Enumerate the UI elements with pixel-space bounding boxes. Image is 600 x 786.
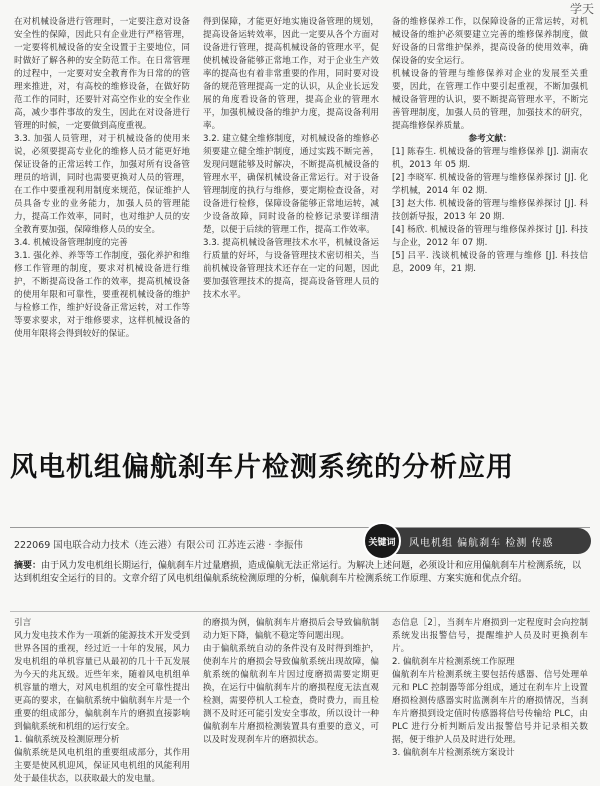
article-title: 风电机组偏航刹车片检测系统的分析应用 [10, 452, 514, 483]
keywords-list: 风电机组 偏航刹车 检测 传感 [409, 537, 554, 549]
body-column-2: 的磨损为例，偏航刹车片磨损后会导致偏航制动力矩下降，偏航不稳定等问题出现。 由于偏航系统自动的条件没有及时得到维护，使刹车片的磨损会导致偏航系统出现故障，偏航系统的偏航刹车片因过度磨损需要定期更换，在运行中偏航刹车片的磨损程度无法直观检测，需要停机人工检查，费时费力，而且检测不及时还可能引发安全事故，所以设计一种偏航刹车片磨损检测装置具有重要的意义，可以及时发现刹车片的磨损状态。 [203, 618, 379, 745]
reference-item: [4] 杨欣. 机械设备的管理与维修保养探讨 [J]. 科技与企业，2012 年 07 期. [392, 225, 588, 248]
abstract-text: 由于风力发电机组长期运行，偏航刹车片过量磨损，造成偏航无法正常运行。为解决上述问题，必须设计和应用偏航刹车片检测系统，以达到机组安全运行的目的。文章介绍了风电机组偏航系统检测原理的分析，偏航刹车片检测系统工作原理、方案实施和优点介绍。 [14, 561, 582, 584]
author-line: 222069 国电联合动力技术（连云港）有限公司 江苏连云港 · 李振伟 [14, 540, 303, 551]
top-column-1: 在对机械设备进行管理时，一定要注意对设备安全性的保障，因此只有企业进行严格管理，一定要将机械设备的安全设置于主要地位，同时做好了解各种的安全防范工作。在日常管理的过程中，一定要对安全教育作为日常的的管理来推进，对，有高校的维修设备，在做好防范工作的同时，还要针对高空作业的安全作业高，减少事件事故的发生，因此在对设备进行管理的时候，一定要做到高度重视。 3.3. 加强人员管理，对于机械设备的使用来说，必须要提高专业化的维修人员才能更好地保证设备的正常运转工作，加强对所有设备管理员的培训，同时也需要更换对人员的管理，在工作中要重视利用制度来规范，保证维护人员具备专业的业务能力，加强人员的管理能力，提高工作效率，同时，也对维护人员的安全教育要加强，保障维修人员的安全。 3.4. 机械设备管理制度的完善 3.1. 强化养、养等等工作制度，强化养护和维修工作管理的制度，要求对机械设备进行维护，不断提高设备工作的效率，提高机械设备的使用年限和可靠性，要重视机械设备的维护与检修工作，维护好设备正常运转，对工作等等要求要求，对于维修要求，这样机械设备的使用年限将会得到较好的保证。 [14, 17, 190, 339]
keywords-badge: 关键词 [363, 522, 401, 560]
abstract-label: 摘要： [14, 561, 42, 571]
top-column-2: 得到保障，才能更好地实施设备管理的规划，提高设备运转效率，因此一定要从各个方面对设备进行管理，提高机械设备的管理水平，促使机械设备能够正常地工作，对于企业生产效率的提高也有着非常重要的作用，同时要对设备的规范管理提高一定的认识，从企业长远发展的角度看设备的管理，提高企业的管理水平，加强机械设备的维护力度，提高设备利用率。 3.2. 建立健全维修制度，对机械设备的维修必须要建立健全维护制度，通过实践不断完善，发现问题能够及时解决，不断提高机械设备的管理水平，确保机械设备正常运行。对于设备管理制度的执行与维修，要定期检查设备，对设备进行检修，保障设备能够正常地运转，减少设备故障，同时设备的检修记录要详细清楚，以便于后续的管理工作，提高工作效率。 3.3. 提高机械设备管理技术水平，机械设备运行质量的好坏，与设备管理技术密切相关，当前机械设备管理技术还存在一定的问题，因此要加强管理技术的提高，提高设备管理人员的技术水平。 [203, 17, 379, 300]
abstract-divider [10, 611, 590, 612]
reference-item: [3] 赵大伟. 机械设备的管理与维修保养探讨 [J]. 科技创新导报，2013 年 20 期. [392, 199, 588, 222]
reference-item: [1] 陈春生. 机械设备的管理与维修保养 [J]. 湖南农机，2013 年 05 期. [392, 147, 588, 170]
abstract [14, 560, 586, 586]
body-column-3: 态信息［2］，当刹车片磨损到一定程度时会向控制系统发出报警信号，提醒维护人员及时更换刹车片。 2. 偏航刹车片检测系统工作原理 偏航刹车片检测系统主要包括传感器、信号处理单元和 PLC 控制器等部分组成，通过在刹车片上设置磨损检测传感器实时监测刹车片的磨损情况，当刹车片磨损到设定值时传感器将信号传输给 PLC，由 PLC 进行分析判断后发出报警信号并记录相关数据，便于维护人员及时进行处理。 3. 偏航刹车片检测系统方案设计 [392, 618, 588, 758]
page-corner-tag: 学天 [569, 2, 594, 16]
body-column-1: 引言 风力发电技术作为一项新的能源技术开发受到世界各国的重视，经过近一十年的发展，风力发电机组的单机容量已从最初的几十千瓦发展为今天的兆瓦级。近些年来，随着风电机组单机容量的增大，对风电机组的安全可靠性提出更高的要求，在偏航系统中偏航刹车片是一个重要的组成部分，偏航刹车片的磨损直接影响到偏航系统和机组的运行安全。 1. 偏航系统及检测原理分析 偏航系统是风电机组的重要组成部分，其作用主要是使风机迎风，保证风电机组的风能利用处于最佳状态，以获取最大的发电量。 [14, 618, 190, 784]
reference-item: [2] 李晓军. 机械设备的管理与维修保养探讨 [J]. 化学机械，2014 年 02 期. [392, 173, 588, 196]
keywords-bar [369, 528, 591, 554]
reference-item: [5] 吕平. 浅谈机械设备的管理与维修 [J]. 科技信息，2009 年，21 期. [392, 251, 588, 274]
references-heading: 参考文献： [468, 134, 512, 144]
column-3-intro: 备的维修保养工作，以保障设备的正常运转，对机械设备的维护必须要建立完善的维修保养制度，做好设备的日常维护保养，提高设备的使用效率，确保设备的安全运行。 机械设备的管理与维修保养对企业的发展至关重要，因此，在管理工作中要引起重视，不断加强机械设备管理的认识，要不断提高管理水平，不断完善管理制度，加强人员的管理，加强技术的研究，提高维修保养质量。 [392, 17, 588, 131]
top-column-3 [392, 16, 588, 444]
